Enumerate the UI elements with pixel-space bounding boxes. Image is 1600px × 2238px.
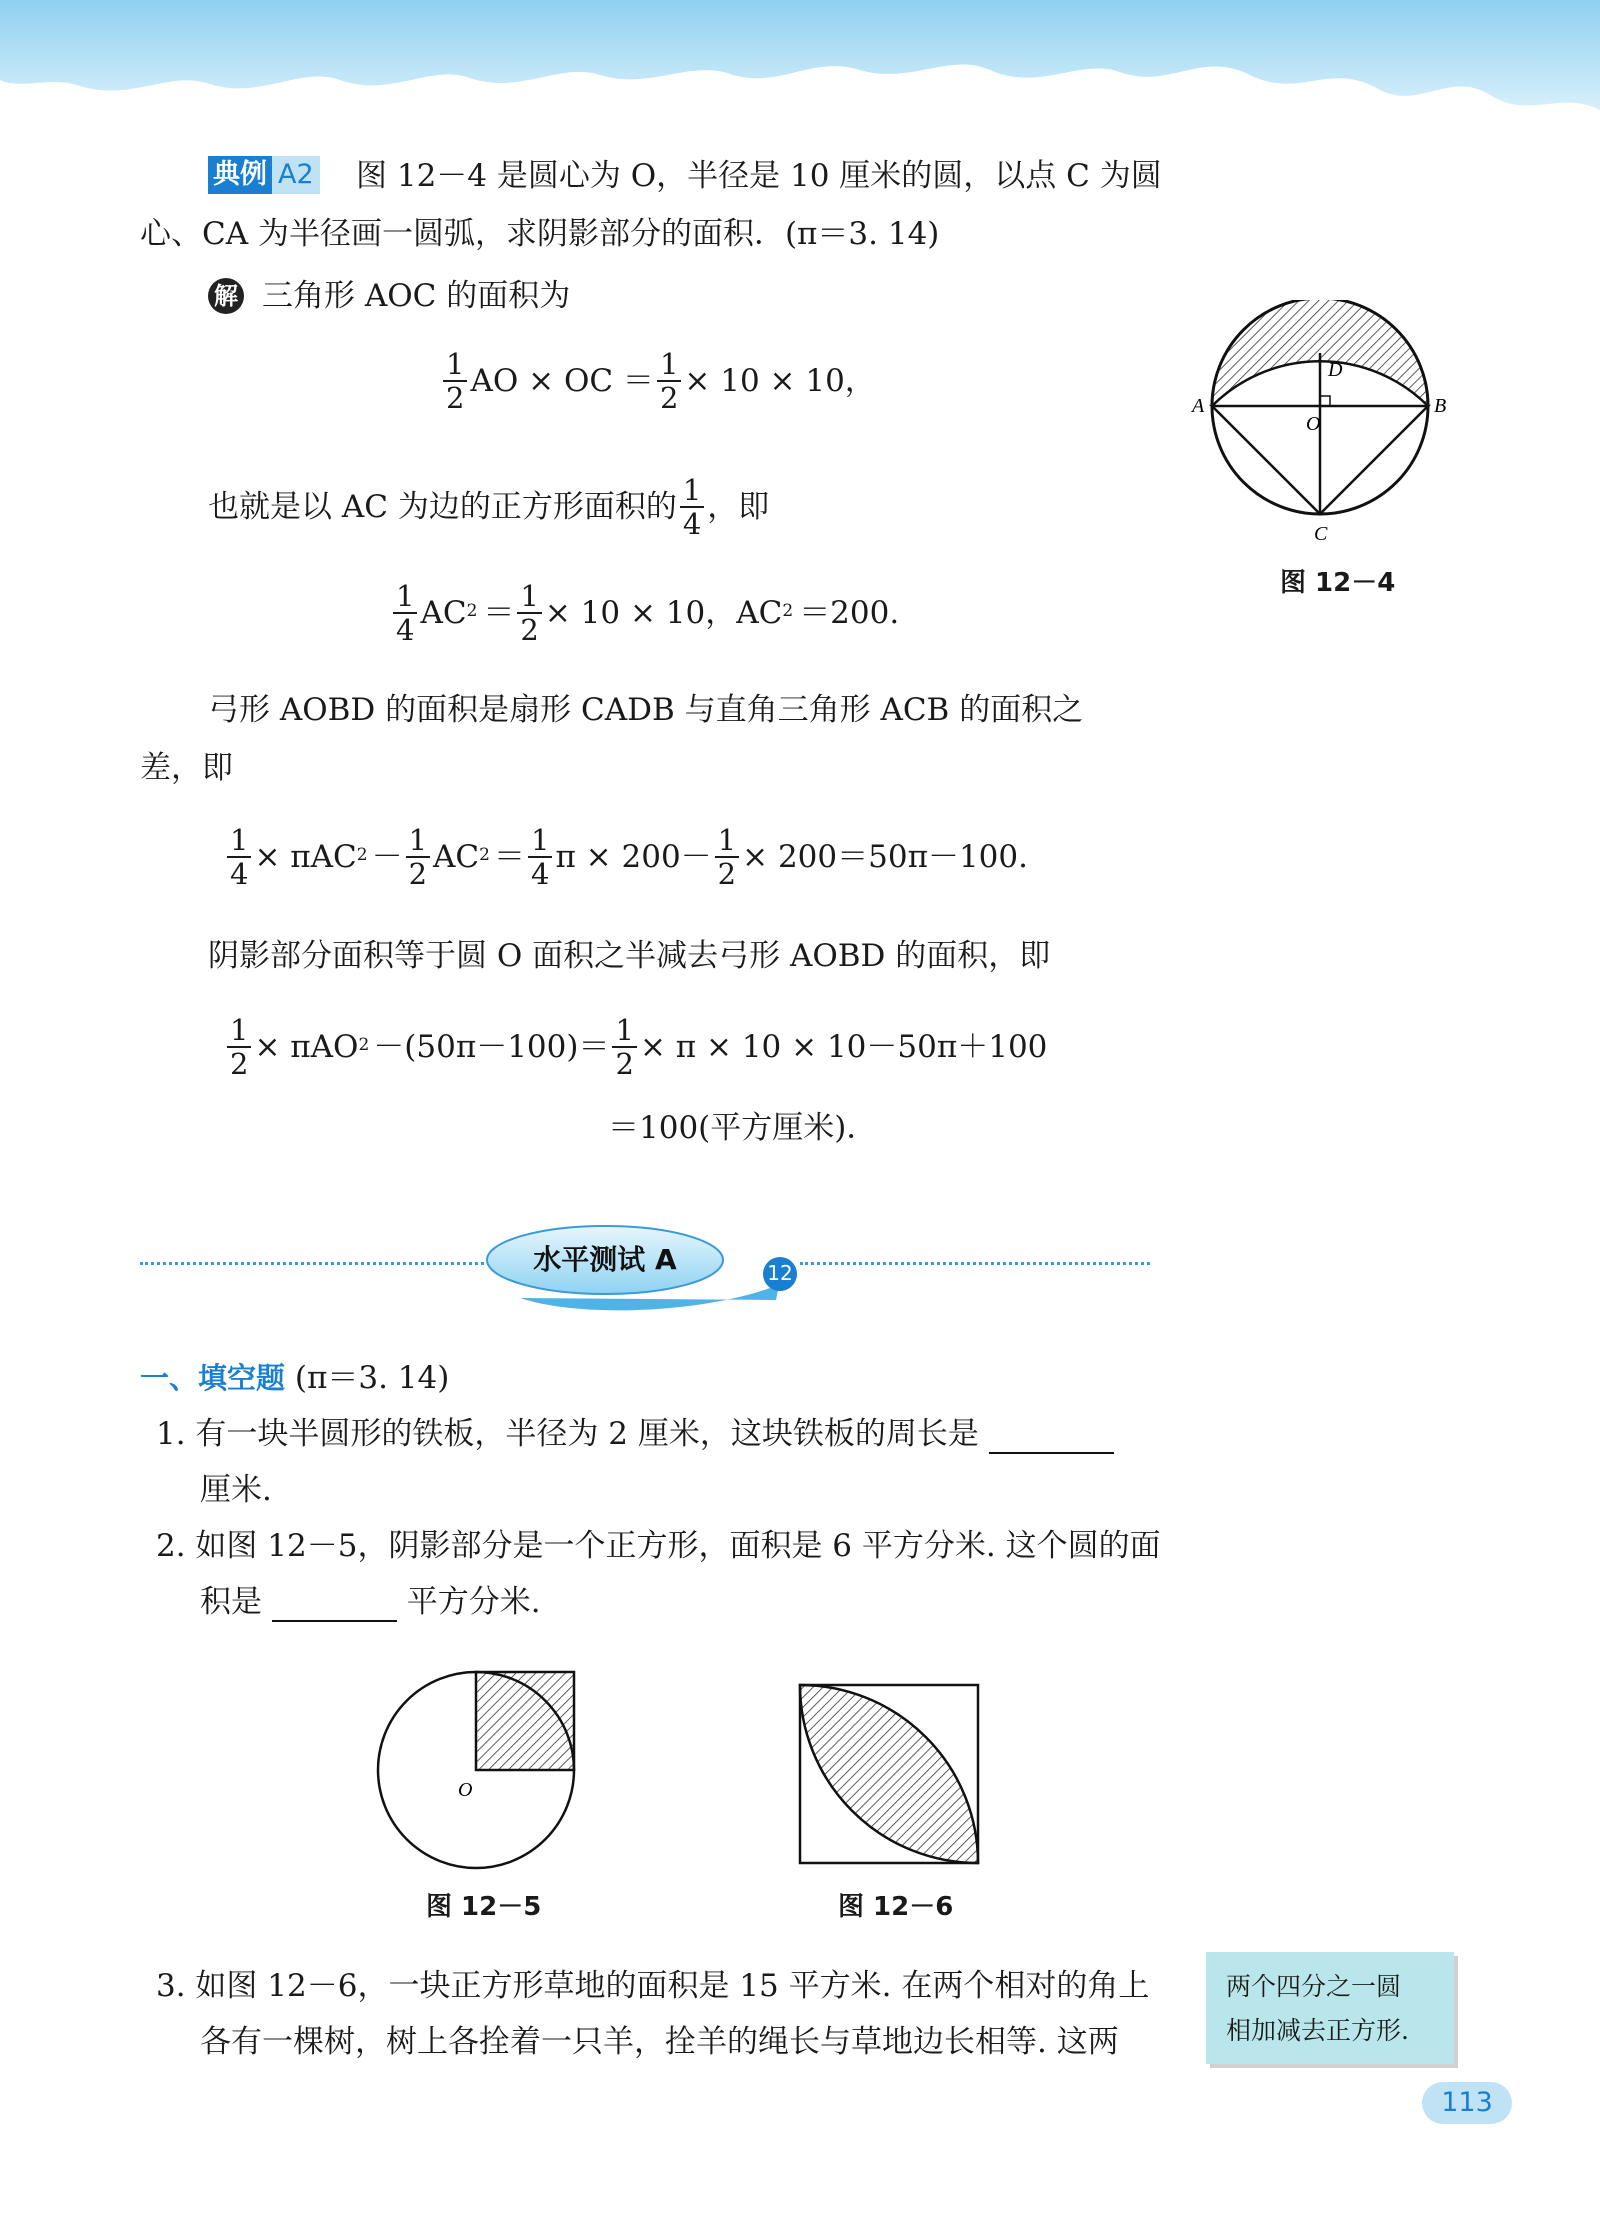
example-problem-line1: 图 12－4 是圆心为 O，半径是 10 厘米的圆，以点 C 为圆 [356,158,1162,194]
eq3-f: × 200＝50π－100. [742,839,1028,875]
fraction [227,1014,251,1080]
denominator: 2 [408,857,428,891]
question-3-line2: 各有一棵树，树上各拴着一只羊，拴羊的绳长与草地边长相等. 这两 [200,2024,1119,2060]
section-banner-badge: 12 [767,1261,793,1285]
section1-heading-row [140,1358,449,1398]
question-2-text-a: 积是 [200,1584,262,1620]
hint-note-line1: 两个四分之一圆 [1226,1972,1402,2001]
equation-1 [440,348,876,414]
question-1-answer-blank[interactable] [989,1422,1114,1454]
equation-3 [224,824,1028,890]
eq2-mid: × 10 × 10，AC [544,595,783,631]
question-3-line1: 3. 如图 12－6，一块正方形草地的面积是 15 平方米. 在两个相对的角上 [156,1968,1150,2004]
numerator: 1 [715,824,739,858]
eq3-c: AC [433,839,480,875]
denominator: 2 [446,381,465,415]
eq4-c: × π × 10 × 10－50π＋100 [639,1029,1048,1065]
section-divider-right [800,1262,1150,1265]
header-cloud-decoration [0,0,1600,130]
section-banner-title: 水平测试 A [533,1243,677,1276]
shaded-lens [800,1685,978,1863]
label-O: O [1306,413,1321,435]
section-divider-left [140,1262,490,1265]
equation-1-lhs: AO × OC ＝ [470,363,654,399]
example-tag-label: 典例 [208,156,272,194]
numerator: 1 [528,824,552,858]
section1-heading-note: (π＝3. 14) [294,1360,450,1396]
equation-4-result: ＝100(平方厘米)． [608,1110,878,1146]
solution-step3-line2: 差，即 [140,750,233,786]
fraction [443,348,467,414]
fraction [715,824,739,890]
denominator: 4 [682,507,702,541]
fraction [393,580,417,646]
page-number: 113 [1422,2082,1512,2124]
solution-step2 [208,474,769,540]
figure-12-4 [1190,300,1480,560]
fraction [406,824,430,890]
shaded-square [476,1672,574,1770]
figure-12-4-caption: 图 12－4 [1280,568,1396,598]
fraction [528,824,552,890]
right-angle-mark [1320,396,1330,406]
exponent: 2 [782,601,794,621]
fraction [517,580,541,646]
figure-12-5 [370,1660,590,1880]
question-1-text: 1. 有一块半圆形的铁板，半径为 2 厘米，这块铁板的周长是 [156,1416,979,1452]
numerator: 1 [406,824,430,858]
equation-4 [224,1014,1047,1080]
fraction [227,824,251,890]
exponent: 2 [479,845,490,865]
eq3-b: － [371,839,403,875]
numerator: 1 [443,348,467,382]
step2-tail: ，即 [707,489,770,525]
label-D: D [1328,359,1343,381]
question-2-text-b: 平方分米. [406,1584,541,1620]
denominator: 4 [230,857,249,891]
numerator: 1 [393,580,417,614]
eq3-a: × πAC [254,839,357,875]
denominator: 2 [659,381,679,415]
eq4-a: × πAO [254,1029,359,1065]
denominator: 2 [520,613,539,647]
fraction [612,1014,636,1080]
label-C: C [1314,523,1328,545]
eq3-e: π × 200－ [555,839,712,875]
label-B: B [1434,395,1447,417]
question-2-line1: 2. 如图 12－5，阴影部分是一个正方形，面积是 6 平方分米. 这个圆的面 [156,1528,1161,1564]
figure-12-6 [790,1680,990,1870]
numerator: 1 [227,1014,251,1048]
hint-note-line2: 相加减去正方形. [1226,2016,1409,2045]
figure-12-6-caption: 图 12－6 [838,1892,954,1922]
numerator: 1 [227,824,251,858]
example-tag [208,156,320,194]
denominator: 2 [717,857,737,891]
denominator: 2 [615,1047,634,1081]
solution-badge-label: 解 [214,281,238,310]
fraction [680,474,704,540]
eq3-d: ＝ [493,839,525,875]
denominator: 4 [396,613,415,647]
solution-step1: 三角形 AOC 的面积为 [262,278,571,314]
solution-badge [208,278,244,314]
example-tag-number: A2 [272,156,320,194]
equation-1-rhs: × 10 × 10， [684,363,876,399]
label-O: O [458,1779,473,1801]
hint-note [1206,1952,1454,2064]
numerator: 1 [517,580,541,614]
solution-step4: 阴影部分面积等于圆 O 面积之半减去弓形 AOBD 的面积，即 [208,938,1051,974]
question-1-line2: 厘米. [200,1472,272,1508]
exponent: 2 [466,601,478,621]
question-2-answer-blank[interactable] [272,1590,397,1622]
eq2-end: ＝200. [799,595,900,631]
example-problem-line2: 心、CA 为半径画一圆弧，求阴影部分的面积．(π＝3. 14) [140,216,940,252]
step2-text: 也就是以 AC 为边的正方形面积的 [208,489,677,525]
fraction [657,348,681,414]
section1-heading: 一、填空题 [140,1361,286,1395]
numerator: 1 [680,474,704,508]
question-1-line1 [156,1414,1114,1454]
denominator: 4 [530,857,550,891]
eq4-b: －(50π－100)＝ [373,1029,610,1065]
eq2-ac: AC [420,595,467,631]
exponent: 2 [358,1035,370,1055]
equation-2 [390,580,899,646]
numerator: 1 [657,348,681,382]
denominator: 2 [230,1047,249,1081]
solution-step3-line1: 弓形 AOBD 的面积是扇形 CADB 与直角三角形 ACB 的面积之 [208,692,1084,728]
eq2-equals: ＝ [483,595,515,631]
label-A: A [1192,395,1205,417]
exponent: 2 [356,845,368,865]
numerator: 1 [612,1014,636,1048]
figure-12-5-caption: 图 12－5 [426,1892,542,1922]
question-2-line2 [200,1582,541,1622]
